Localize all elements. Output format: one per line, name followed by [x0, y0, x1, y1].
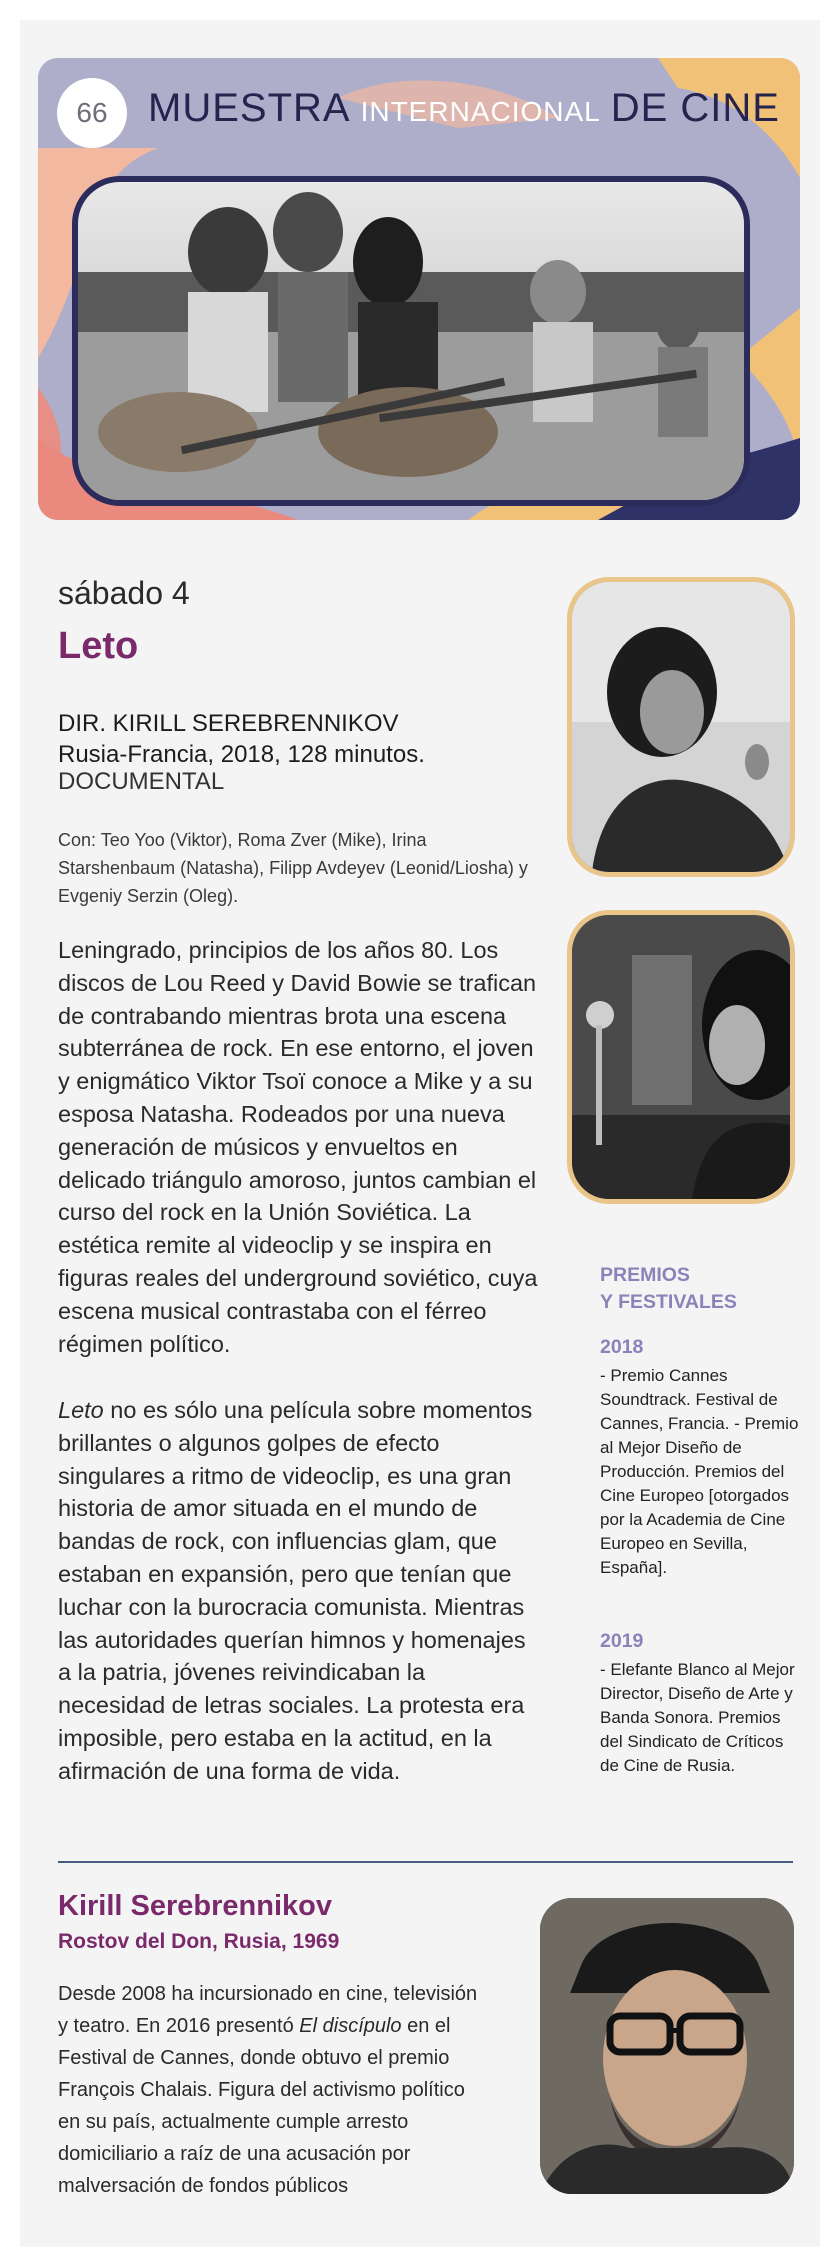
banner-title-de-cine: DE CINE	[610, 86, 780, 130]
awards-2018-text: - Premio Cannes Soundtrack. Festival de Cannes, Francia. - Premio al Mejor Diseño de Producción. Premios del Cine Europeo [otorgados por la Academia de Cine Europeo en Sevilla, España].	[600, 1366, 799, 1577]
film-credits	[58, 708, 425, 770]
awards-heading-line1: PREMIOS	[600, 1264, 690, 1286]
awards-2019-text: - Elefante Blanco al Mejor Director, Diseño de Arte y Banda Sonora. Premios del Sindicato de Críticos de Cine de Rusia.	[600, 1660, 795, 1775]
bio-film-title: El discípulo	[299, 2015, 402, 2037]
bio-text-end: en el Festival de Cannes, donde obtuvo el premio François Chalais. Figura del activismo político en su país, actualmente cumple arresto domiciliario a raíz de una acusación por malversación de fondos públicos	[58, 2015, 465, 2197]
director-name: Kirill Serebrennikov	[58, 1890, 332, 1922]
banner-title-muestra: MUESTRA	[148, 86, 351, 130]
awards-heading	[600, 1262, 800, 1316]
film-still-portrait-2	[567, 910, 795, 1204]
film-title: Leto	[58, 625, 139, 667]
edition-badge: 66	[57, 78, 127, 148]
director-line: DIR. KIRILL SEREBRENNIKOV	[58, 710, 399, 737]
film-still-photo	[72, 176, 750, 506]
awards-year-2019: 2019	[600, 1630, 644, 1652]
section-divider	[58, 1861, 793, 1863]
festival-banner	[38, 58, 800, 520]
awards-year-2018: 2018	[600, 1336, 644, 1358]
film-still-portrait-1	[567, 577, 795, 877]
director-portrait	[540, 1898, 794, 2194]
awards-heading-line2: Y FESTIVALES	[600, 1291, 737, 1313]
screening-day: sábado 4	[58, 575, 190, 611]
synopsis-film-title: Leto	[58, 1397, 104, 1423]
synopsis-paragraph-2	[58, 1394, 538, 1788]
director-origin: Rostov del Don, Rusia, 1969	[58, 1930, 340, 1953]
film-cast: Con: Teo Yoo (Viktor), Roma Zver (Mike), Irina Starshenbaum (Natasha), Filipp Avdeyev (Leonid/Liosha) y Evgeniy Serzin (Oleg).	[58, 830, 528, 906]
director-bio	[58, 1978, 488, 2202]
film-genre: DOCUMENTAL	[58, 768, 225, 795]
synopsis-paragraph-1: Leningrado, principios de los años 80. Los discos de Lou Reed y David Bowie se trafican de contrabando mientras brota una escena subterránea de rock. En ese entorno, el joven y enigmático Viktor Tsoï conoce a Mike y a su esposa Natasha. Rodeados por una nueva generación de músicos y envueltos en delicado triángulo amoroso, juntos cambian el curso del rock en la Unión Soviética. La estética remite al videoclip y se inspira en figuras reales del underground soviético, cuya escena musical contrastaba con el férreo régimen político.	[58, 937, 538, 1357]
details-line: Rusia-Francia, 2018, 128 minutos.	[58, 741, 425, 768]
synopsis-paragraph-2-text: no es sólo una película sobre momentos brillantes o algunos golpes de efecto singulares a ritmo de videoclip, es una gran historia de amor situada en el mundo de bandas de rock, con influencias glam, que estaban en expansión, pero que tenían que luchar con la burocracia comunista. Mientras las autoridades querían himnos y homenajes a la patria, jóvenes reivindicaban la necesidad de letras sociales. La protesta era imposible, pero estaba en la actitud, en la afirmación de una forma de vida.	[58, 1397, 533, 1784]
bio-text-start: Desde 2008 ha incursionado en cine, televisión y teatro. En 2016 presentó	[58, 1983, 478, 2037]
banner-title-internacional: INTERNACIONAL	[360, 96, 601, 127]
banner-title	[148, 86, 780, 131]
